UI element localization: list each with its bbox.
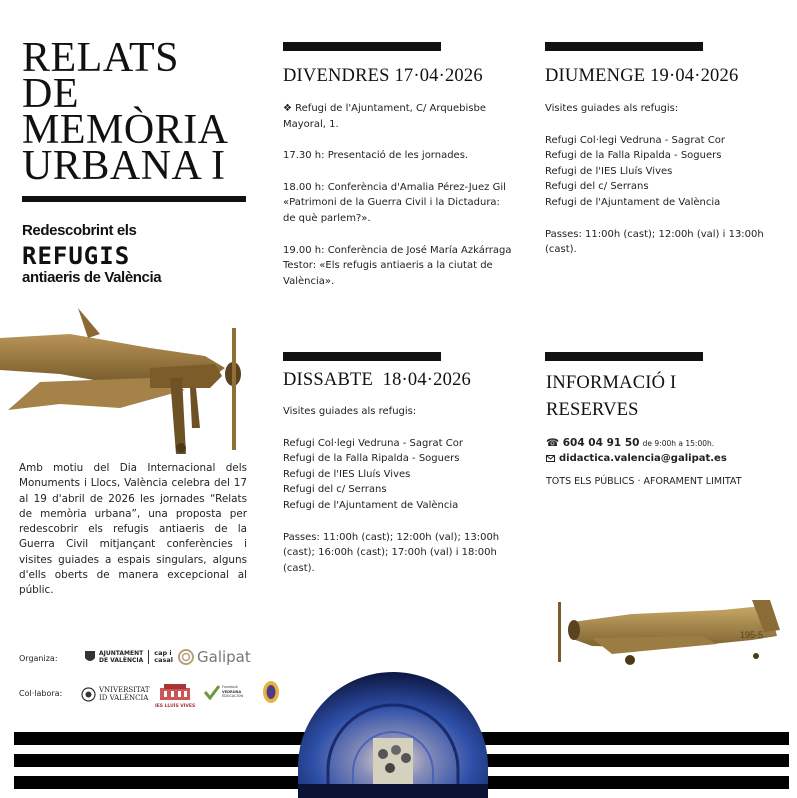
info-heading-line-2: RESERVES	[546, 400, 639, 420]
universitat-line-1: VNIVERSITAT	[99, 686, 150, 694]
saturday-refuge-1: Refugi Col·legi Vedruna - Sagrat Cor	[283, 437, 463, 449]
friday-heading: DIVENDRES 17·04·2026	[283, 66, 483, 86]
saturday-program	[283, 404, 523, 592]
intro-paragraph: Amb motiu del Dia Internacional dels Monuments i Llocs, València celebra del 17 al 19 d'abril de 2026 les jornades “Relats de memòria urbana”, una proposta per redescobrir els refugis antiaeris de la Guerra Civil mitjançant conferències i visites guiades a espais singulars, alguns d'ells oberts de manera excepcional al públic.	[19, 462, 247, 597]
lluis-vives-text: IES LLUÍS VIVES	[155, 704, 196, 709]
saturday-heading: DISSABTE 18·04·2026	[283, 370, 471, 390]
poster-title	[22, 35, 252, 189]
collabora-label: Col·labora:	[19, 689, 63, 698]
lluis-vives-building-icon	[158, 682, 192, 700]
capi-line-2: casal	[154, 656, 174, 664]
crest-icon	[262, 680, 280, 704]
sunday-refuge-3: Refugi de l'IES Lluís Vives	[545, 165, 673, 177]
saturday-passes: Passes: 11:00h (cast); 12:00h (val); 13:00h (cast); 16:00h (cast); 17:00h (val) i 18:00h (cast).	[283, 531, 500, 574]
ajuntament-shield-icon	[84, 650, 96, 664]
svg-text:195-5: 195-5	[740, 630, 764, 640]
sunday-intro: Visites guiades als refugis:	[545, 103, 679, 114]
friday-program	[283, 101, 513, 305]
friday-item-3: 19.00 h: Conferència de José María Azkárraga Testor: «Els refugis antiaeris a la ciutat de València».	[283, 244, 512, 287]
vedruna-check-icon	[204, 684, 220, 700]
title-line-4: URBANA I	[22, 143, 226, 189]
info-audience: TOTS ELS PÚBLICS · AFORAMENT LIMITAT	[546, 476, 742, 487]
galipat-logo	[178, 648, 251, 666]
galipat-logo-icon	[178, 649, 194, 665]
ajuntament-line-2: DE VALÈNCIA	[99, 657, 144, 664]
sunday-bar	[545, 42, 703, 51]
ajuntament-line-1: AJUNTAMENT	[99, 650, 144, 657]
saturday-refuge-5: Refugi de l'Ajuntament de València	[283, 499, 459, 511]
capi-line-1: cap i	[154, 649, 172, 657]
vedruna-line-3: EDUCACIÓN	[222, 694, 244, 699]
vedruna-logo	[204, 684, 243, 700]
info-phone[interactable]: ☎ 604 04 91 50	[546, 437, 640, 449]
ajuntament-logo	[84, 650, 173, 664]
plane-icon	[0, 308, 250, 456]
saturday-refuge-4: Refugi del c/ Serrans	[283, 484, 387, 496]
saturday-bar	[283, 352, 441, 361]
title-line-1: RELATS	[22, 35, 180, 81]
subtitle-line-3: antiaeris de València	[22, 269, 162, 286]
info-heading-line-1: INFORMACIÓ I	[546, 373, 677, 393]
subtitle	[22, 222, 262, 286]
sunday-refuge-1: Refugi Col·legi Vedruna - Sagrat Cor	[545, 134, 725, 146]
universitat-seal-icon	[81, 687, 96, 702]
saturday-intro: Visites guiades als refugis:	[283, 406, 417, 417]
universitat-line-2: ID VALÈNCIA	[99, 694, 149, 702]
friday-item-1: 17.30 h: Presentació de les jornades.	[283, 150, 469, 162]
email-icon	[546, 455, 555, 462]
info-email[interactable]: didactica.valencia@galipat.es	[559, 453, 727, 464]
friday-bar	[283, 42, 441, 51]
sunday-heading: DIUMENGE 19·04·2026	[545, 66, 739, 86]
subtitle-line-1: Redescobrint els	[22, 222, 137, 239]
universitat-logo	[81, 686, 150, 702]
vedruna-line-2: VEDRUNA	[222, 689, 242, 694]
title-line-3: MEMÒRIA	[22, 107, 229, 153]
sunday-program	[545, 101, 780, 274]
sunday-passes: Passes: 11:00h (cast); 12:00h (val) i 13:00h (cast).	[545, 228, 764, 256]
saturday-refuge-3: Refugi de l'IES Lluís Vives	[283, 468, 411, 480]
subtitle-refugis: REFUGIS	[22, 242, 131, 270]
friday-item-2: 18.00 h: Conferència d'Amalia Pérez-Juez Gil «Patrimoni de la Guerra Civil i la Dictadura: de què parlem?».	[283, 181, 506, 224]
organiza-label: Organiza:	[19, 654, 58, 663]
friday-location: ❖ Refugi de l'Ajuntament, C/ Arquebisbe Mayoral, 1.	[283, 103, 486, 130]
info-bar	[545, 352, 703, 361]
plane-icon	[552, 600, 784, 668]
info-heading	[546, 370, 676, 424]
tunnel-photo	[298, 672, 488, 798]
galipat-text: Galipat	[197, 648, 251, 666]
vedruna-line-1: Fundació	[222, 685, 238, 690]
lluis-vives-logo	[155, 682, 195, 709]
sunday-refuge-5: Refugi de l'Ajuntament de València	[545, 196, 721, 208]
info-contact	[546, 436, 786, 489]
title-underline	[22, 196, 246, 202]
saturday-refuge-2: Refugi de la Falla Ripalda - Soguers	[283, 453, 460, 465]
sunday-refuge-4: Refugi del c/ Serrans	[545, 181, 649, 193]
info-phone-hours: de 9:00h a 15:00h.	[642, 439, 715, 448]
sunday-refuge-2: Refugi de la Falla Ripalda - Soguers	[545, 150, 722, 162]
title-line-2: DE	[22, 71, 79, 117]
